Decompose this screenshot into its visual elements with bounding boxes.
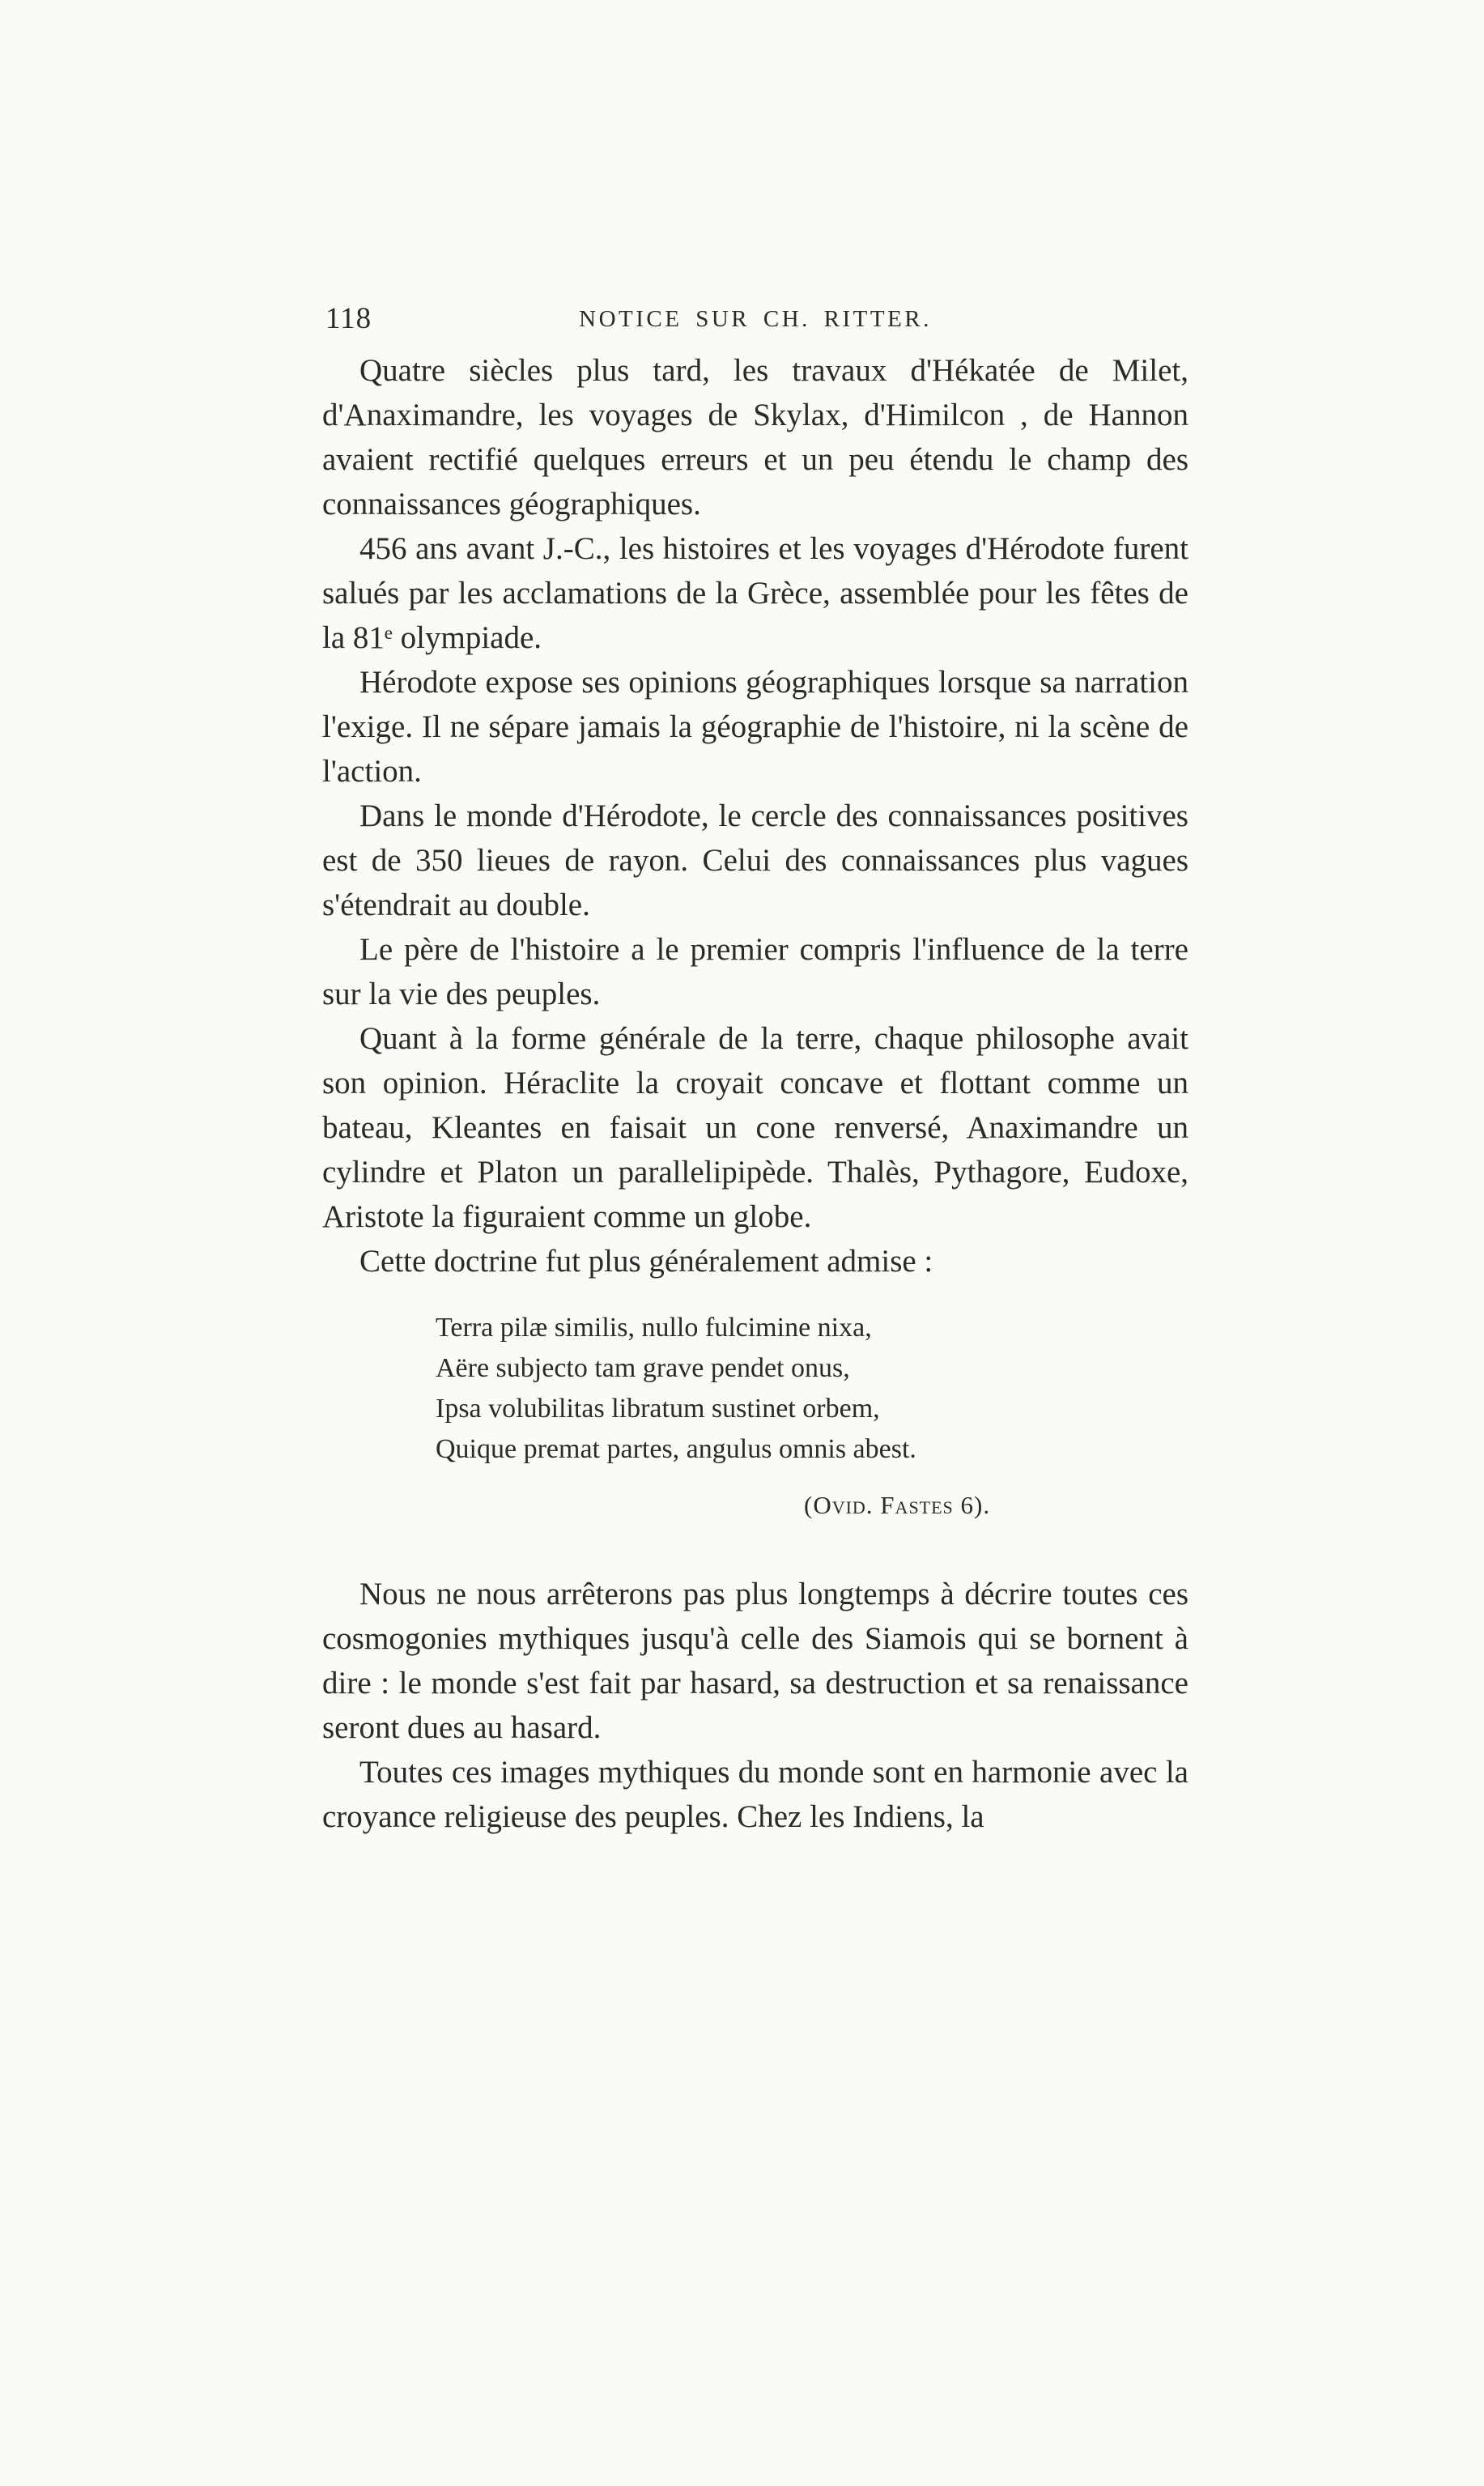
paragraph: Hérodote expose ses opinions géographiques lorsque sa narration l'exige. Il ne sépare jamais la géographie de l'histoire, ni la scène de l'action. <box>322 665 1188 789</box>
verse-line: Terra pilæ similis, nullo fulcimine nixa, <box>436 1313 872 1343</box>
running-title: NOTICE SUR CH. RITTER. <box>579 306 932 332</box>
book-page <box>322 298 1188 1839</box>
paragraph: Nous ne nous arrêterons pas plus longtemps à décrire toutes ces cosmogonies mythiques jusqu'à celle des Siamois qui se bornent à dire : le monde s'est fait par hasard, sa destruction et sa renaissance seront dues au hasard. <box>322 1577 1188 1745</box>
page-number: 118 <box>325 302 372 335</box>
paragraph: Quant à la forme générale de la terre, chaque philosophe avait son opinion. Héraclite la croyait concave et flottant comme un bateau, Kleantes en faisait un cone renversé, Anaximandre un cylindre et Platon un parallelipipède. Thalès, Pythagore, Eudoxe, Aristote la figuraient comme un globe. <box>322 1021 1188 1234</box>
paragraph: Cette doctrine fut plus généralement admise : <box>359 1244 933 1279</box>
body-text <box>322 348 1188 1839</box>
verse-line: Aëre subjecto tam grave pendet onus, <box>436 1353 850 1383</box>
verse-attribution: (Ovid. Fastes 6). <box>804 1491 991 1519</box>
verse-line: Ipsa volubilitas libratum sustinet orbem, <box>436 1394 880 1424</box>
paragraph: Le père de l'histoire a le premier compris l'influence de la terre sur la vie des peuples. <box>322 932 1188 1011</box>
paragraph: Dans le monde d'Hérodote, le cercle des connaissances positives est de 350 lieues de rayon. Celui des connaissances plus vagues s'étendrait au double. <box>322 798 1188 922</box>
latin-verse <box>436 1308 1188 1470</box>
paragraph: Toutes ces images mythiques du monde sont en harmonie avec la croyance religieuse des peuples. Chez les Indiens, la <box>322 1755 1188 1834</box>
verse-line: Quique premat partes, angulus omnis abest. <box>436 1434 916 1464</box>
paragraph: Quatre siècles plus tard, les travaux d'Hékatée de Milet, d'Anaximandre, les voyages de Skylax, d'Himilcon , de Hannon avaient rectifié quelques erreurs et un peu étendu le champ des connaissances géographiques. <box>322 353 1188 521</box>
page-header <box>322 298 1188 340</box>
paragraph: 456 ans avant J.-C., les histoires et les voyages d'Hérodote furent salués par les acclamations de la Grèce, assemblée pour les fêtes de la 81ᵉ olympiade. <box>322 531 1188 655</box>
